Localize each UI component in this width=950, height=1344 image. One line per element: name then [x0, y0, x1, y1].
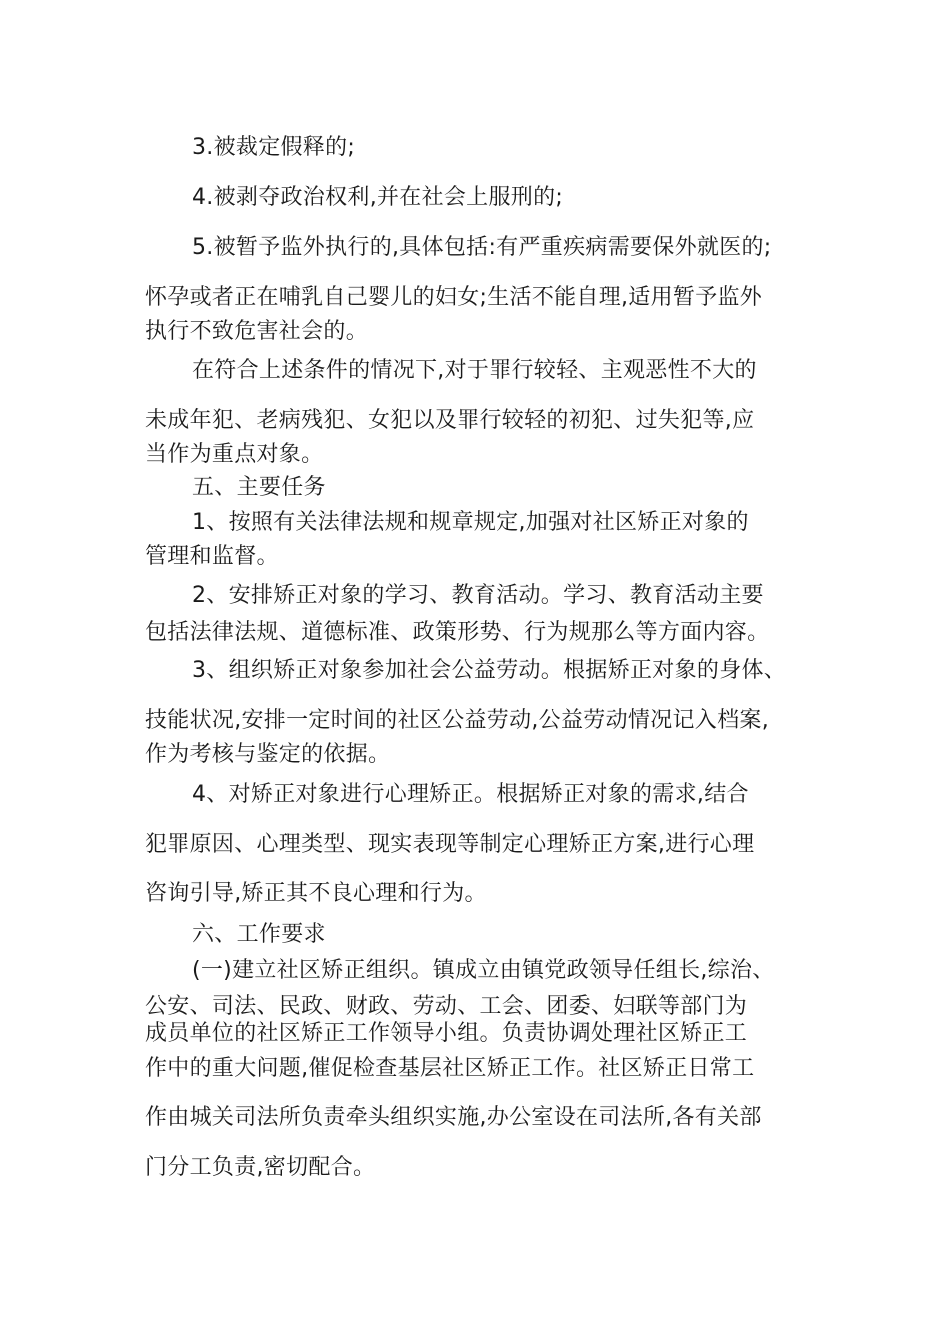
text-line: 5.被暂予监外执行的,具体包括:有严重疾病需要保外就医的;: [192, 235, 772, 260]
text-line: 未成年犯、老病残犯、女犯以及罪行较轻的初犯、过失犯等,应: [145, 408, 755, 433]
text-line: (一)建立社区矫正组织。镇成立由镇党政领导任组长,综治、: [192, 958, 775, 983]
text-line: 3.被裁定假释的;: [192, 135, 356, 160]
text-line: 咨询引导,矫正其不良心理和行为。: [145, 881, 487, 906]
text-line: 当作为重点对象。: [145, 442, 324, 467]
text-line: 犯罪原因、心理类型、现实表现等制定心理矫正方案,进行心理: [145, 832, 755, 857]
text-line: 4.被剥夺政治权利,并在社会上服刑的;: [192, 185, 564, 210]
text-line: 作为考核与鉴定的依据。: [145, 742, 391, 767]
text-line: 1、按照有关法律法规和规章规定,加强对社区矫正对象的: [192, 510, 749, 535]
section-heading: 六、工作要求: [192, 922, 326, 947]
text-line: 公安、司法、民政、财政、劳动、工会、团委、妇联等部门为: [145, 994, 748, 1019]
text-line: 包括法律法规、道德标准、政策形势、行为规那么等方面内容。: [145, 620, 770, 645]
text-line: 4、对矫正对象进行心理矫正。根据矫正对象的需求,结合: [192, 782, 749, 807]
text-line: 在符合上述条件的情况下,对于罪行较轻、主观恶性不大的: [192, 358, 757, 383]
text-line: 管理和监督。: [145, 544, 279, 569]
text-line: 执行不致危害社会的。: [145, 319, 369, 344]
text-line: 成员单位的社区矫正工作领导小组。负责协调处理社区矫正工: [145, 1021, 748, 1046]
text-line: 作中的重大问题,催促检查基层社区矫正工作。社区矫正日常工: [145, 1056, 755, 1081]
text-line: 技能状况,安排一定时间的社区公益劳动,公益劳动情况记入档案,: [145, 708, 769, 733]
text-line: 3、组织矫正对象参加社会公益劳动。根据矫正对象的身体、: [192, 658, 787, 683]
text-line: 2、安排矫正对象的学习、教育活动。学习、教育活动主要: [192, 583, 764, 608]
text-line: 门分工负责,密切配合。: [145, 1155, 376, 1180]
text-line: 作由城关司法所负责牵头组织实施,办公室设在司法所,各有关部: [145, 1105, 762, 1130]
section-heading: 五、主要任务: [192, 475, 326, 500]
text-line: 怀孕或者正在哺乳自己婴儿的妇女;生活不能自理,适用暂予监外: [145, 285, 763, 310]
